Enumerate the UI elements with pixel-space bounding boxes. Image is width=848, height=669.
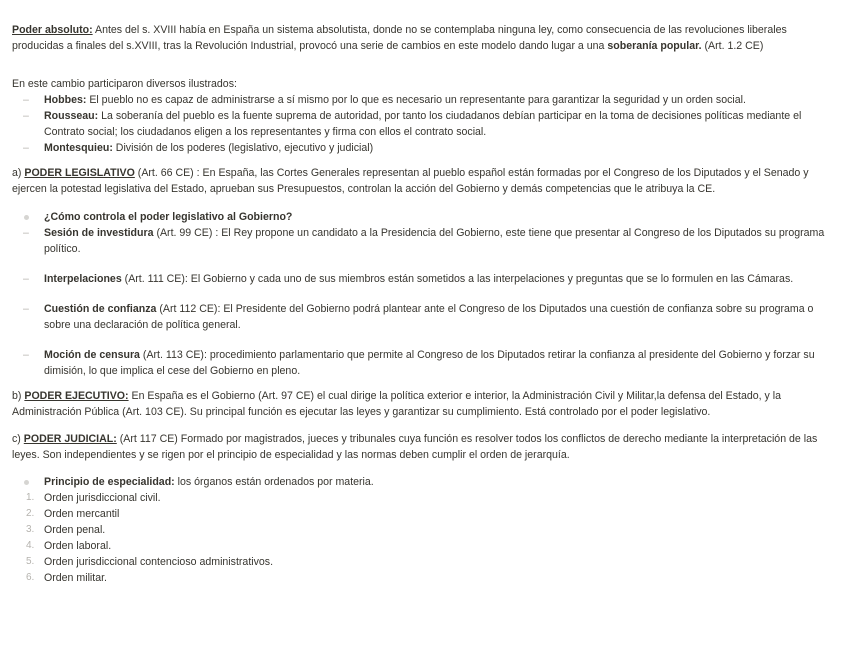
list-item-rousseau: – Rousseau: La soberanía del pueblo es la fuente suprema de autoridad, por tanto los ciudadanos debían participar en la toma de decisiones políticas mediante el Contrato social; los ciudadanos eligen a los representantes y firma con ellos el contrato social. [23, 110, 802, 138]
list-item-interpelaciones: – Interpelaciones (Art. 111 CE): El Gobierno y cada uno de sus miembros están sometidos a las interpelaciones y preguntas que se lo formulen en las Cámaras. [23, 273, 794, 285]
list-item-order: 6. Orden militar. [26, 572, 107, 584]
list-item-montesquieu: – Montesquieu: División de los poderes (legislativo, ejecutivo y judicial) [23, 142, 374, 154]
list-item-order: 1. Orden jurisdiccional civil. [26, 492, 161, 504]
legislativo-label: PODER LEGISLATIVO [24, 167, 135, 179]
list-item-investidura: – Sesión de investidura (Art. 99 CE) : El Rey propone un candidato a la Presidencia del Gobierno, este tiene que presentar al Congreso de los Diputados su programa político. [23, 227, 825, 255]
especialidad-item: Principio de especialidad: los órganos están ordenados por materia. [12, 474, 838, 490]
intro-paragraph: Poder absoluto: Antes del s. XVIII había en España un sistema absolutista, donde no se contemplaba ninguna ley, como consecuencia de las revoluciones liberales producidas a finales del s.XVIII, tras la Revolución Industrial, provocó una serie de cambios en este modelo dando lugar a una soberanía popular. (Art. 1.2 CE) [12, 24, 787, 52]
dash-bullet-icon: – [23, 94, 29, 106]
ilustrados-lead: En este cambio participaron diversos ilustrados: [12, 78, 237, 90]
ejecutivo-label: PODER EJECUTIVO: [24, 390, 129, 402]
dash-bullet-icon: – [23, 142, 29, 154]
control-question: ¿Cómo controla el poder legislativo al Gobierno? [12, 209, 838, 225]
list-item-censura: – Moción de censura (Art. 113 CE): procedimiento parlamentario que permite al Congreso de los Diputados retirar la confianza al presidente del Gobierno y forzar su dimisión, lo que implica el cese del Gobierno en pleno. [23, 349, 815, 377]
dash-bullet-icon: – [23, 349, 29, 361]
judicial-label: PODER JUDICIAL: [23, 433, 117, 445]
dash-bullet-icon: – [23, 273, 29, 285]
document [12, 22, 838, 586]
list-item-confianza: – Cuestión de confianza (Art 112 CE): El Presidente del Gobierno podrá plantear ante el Congreso de los Diputados una cuestión de confianza sobre su programa o sobre una declaración de política general. [23, 303, 814, 331]
dash-bullet-icon: – [23, 303, 29, 315]
list-item-order: 5. Orden jurisdiccional contencioso administrativos. [26, 556, 274, 568]
judicial-paragraph: c) PODER JUDICIAL: (Art 117 CE) Formado por magistrados, jueces y tribunales cuya función es resolver todos los conflictos de derecho mediante la interpretación de las leyes. Son independientes y se rigen por el principio de especialidad y las normas deben cumplir el orden de jerarquía. [12, 433, 818, 461]
list-item-hobbes: – Hobbes: El pueblo no es capaz de administrarse a sí mismo por lo que es necesario un representante para garantizar la seguridad y un orden social. [23, 94, 746, 106]
ejecutivo-paragraph: b) PODER EJECUTIVO: En España es el Gobierno (Art. 97 CE) el cual dirige la política exterior e interior, la Administración Civil y Militar,la defensa del Estado, y la Administración Pública (Art. 103 CE). Su principal función es ejecutar las leyes y garantizar su cumplimiento. Está controlado por el poder legislativo. [12, 390, 781, 418]
list-item-order: 4. Orden laboral. [26, 540, 112, 552]
intro-label: Poder absoluto: [12, 24, 93, 36]
bullet-dot-icon [24, 215, 29, 220]
list-item-order: 2. Orden mercantil [26, 508, 120, 520]
list-item-order: 3. Orden penal. [26, 524, 106, 536]
dash-bullet-icon: – [23, 227, 29, 239]
legislativo-paragraph: a) PODER LEGISLATIVO (Art. 66 CE) : En España, las Cortes Generales representan al pueblo español están formadas por el Congreso de los Diputados y el Senado y ejercen la potestad legislativa del Estado, aprueban sus Presupuestos, controlan la acción del Gobierno y demás competencias que le atribuya la CE. [12, 167, 809, 195]
dash-bullet-icon: – [23, 110, 29, 122]
bullet-dot-icon [24, 480, 29, 485]
